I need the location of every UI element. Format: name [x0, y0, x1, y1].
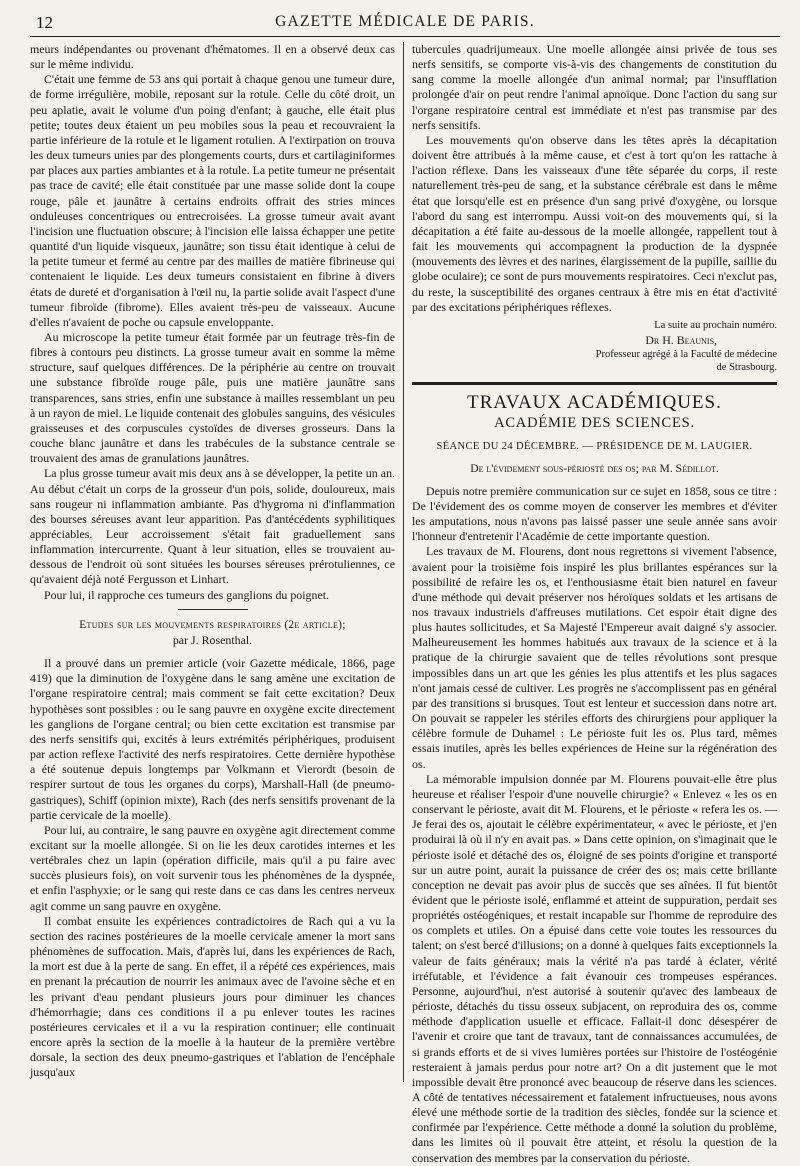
page-number: 12 — [36, 13, 53, 32]
page-header — [30, 10, 780, 37]
paragraph: La plus grosse tumeur avait mis deux ans à se développer, la petite un an. Au début c'était un corps de la grosseur d'un pois, solide, douloureux, mais sans rougeur ni inflammation ambiante. Pas d'hygroma ni d'inflammation des bourses séreuses avant leur apparition. Pas d'antécédents syphilitiques appréciables. Leur accroissement s'était fait graduellement sans inflammation intercurrente. Quant à leur situation, elles se trouvaient au-dessous de l'endroit où sont situées les bourses séreuses prérotuliennes, ce qu'avaient déjà noté Fergusson et Linhart. — [30, 466, 395, 587]
continuation-note: La suite au prochain numéro. — [654, 319, 777, 331]
paragraph: Pour lui, au contraire, le sang pauvre en oxygène agit directement comme excitant sur la moelle allongée. Si on lie les deux carotides internes et les vertébrales chez un lapin (opération difficile, mais qu'il a pu faire avec succès plusieurs fois), on voit survenir tous les phénomènes de la dyspnée, et enfin l'asphyxie; or le sang qui reste dans ce cas dans les centres nerveux agit comme un sang pauvre en oxygène. — [30, 822, 395, 913]
section-byline: par J. Rosenthal. — [172, 632, 253, 647]
paragraph: Depuis notre première communication sur ce sujet en 1858, sous ce titre : De l'évidement des os comme moyen de conserver les membres et d'éviter les amputations, nous n'avons pas laissé passer une seule année sans avoir l'honneur d'entretenir l'Académie de cette importante question. — [412, 483, 777, 544]
author-affiliation: de Strasbourg. — [716, 362, 777, 374]
paragraph: Pour lui, il rapproche ces tumeurs des ganglions du poignet. — [44, 587, 329, 602]
author-title: Professeur agrégé à la Faculté de médecine — [595, 349, 777, 361]
right-column — [412, 42, 777, 1165]
session-heading: SÉANCE DU 24 DÉCEMBRE. — PRÉSIDENCE DE M. LAUGIER. — [436, 441, 753, 453]
paragraph: C'était une femme de 53 ans qui portait à chaque genou une tumeur dure, de forme irrégulière, mobile, reposant sur la rotule. Celle du côté droit, un peu aplatie, avait le volume d'un poing d'enfant; à gauche, elle était plus petite; toutes deux étaient un peu mobiles sous la peau et recouvraient la partie inférieure de la rotule et le ligament rotulien. A l'extirpation on trouva les deux tumeurs unies par des plongements courts, durs et cartilaginiformes par places aux parties ambiantes et à la rotule. La petite tumeur ne présentait pas trace de cavité; elle était constituée par une masse solide dont la coupe rouge, pâle et jaunâtre à certains endroits offrait des stries minces onduleuses concentriques ou entrecroisées. La grosse tumeur avait avant l'incision une fluctuation obscure; à l'incision elle laissa échapper une petite quantité d'un liquide visqueux, jaunâtre; son tissu était identique à celui de la petite tumeur et fermé au centre par des mailles de matière fibrineuse qui contenaient le liquide. Les deux tumeurs consistaient en fibrine à divers états de dureté et d'organisation à l'œil nu, la partie solide avait l'aspect d'une tumeur fibroïde (fibrome). Elles avaient très-peu de vaisseaux. Aucune d'elles n'avaient de poche ou capsule enveloppante. — [30, 72, 395, 329]
section-divider — [412, 382, 777, 385]
paragraph: Il a prouvé dans un premier article (voir Gazette médicale, 1866, page 419) que la diminution de l'oxygène dans le sang amène une excitation de l'organe respiratoire central; mais comment se fait cette excitation? Deux hypothèses sont possibles : ou le sang pauvre en oxygène excite directement les ganglions de l'organe central; ou bien cette excitation est transmise par des nerfs sensitifs qui, excités à leurs extrémités périphériques, produisent par action reflexe l'activité des nerfs respiratoires. Cette dernière hypothèse a été soutenue depuis longtemps par Volkmann et Vierordt (besoin de respirer surtout de tous les organes du corps), Marshall-Hall (de pneumo-gastriques), Schiff (opinion mixte), Rach (des nerfs sensitifs provenant de la partie cervicale de la moelle). — [30, 656, 395, 822]
subsection-heading: ACADÉMIE DES SCIENCES. — [494, 415, 695, 432]
paragraph: meurs indépendantes ou provenant d'hématomes. Il en a observé deux cas sur le même individu. — [30, 42, 395, 72]
paragraph: Il combat ensuite les expériences contradictoires de Rach qui a vu la section des racines postérieures de la moelle cervicale amener la mort sans phénomènes de suffocation. Mais, d'après lui, dans les expériences de Rach, la mort est due à la perte de sang. En effet, il a répété ces expériences, mais en prenant la précaution de nourrir les animaux avec de l'avoine sèche et en les privant d'eau pendant plusieurs jours pour diminuer les chances d'hémorrhagie; dans ces conditions il a pu enlever toutes les racines postérieures cervicales et il a vu la respiration continuer; elle continuait encore après la section de la moelle à la hauteur de la première vertèbre dorsale, la section des deux pneumo-gastriques et l'ablation de l'encéphale jusqu'aux — [30, 913, 395, 1080]
paragraph: tubercules quadrijumeaux. Une moelle allongée ainsi privée de tous ses nerfs sensitifs, se comporte vis-à-vis des changements de constitution du sang comme la moelle allongée d'un animal normal; par l'insufflation prolongée d'air on peut rendre l'animal apnoïque. Donc l'action du sang sur l'organe respiratoire central est immédiate et n'est pas transmise par des nerfs sensitifs. — [412, 42, 777, 132]
paragraph: Au microscope la petite tumeur était formée par un feutrage très-fin de fibres à contours peu distincts. La grosse tumeur avait en somme la même structure, sauf quelques différences. De la périphérie au centre on trouvait une substance fibroïde rouge pâle, puis une matière jaunâtre sans transparences, sans stries, enfin une substance à mailles ressemblant un peu à un rayon de miel. Le liquide contenait des globules sanguins, des vésicules graisseuses et des corpuscules cystoïdes de diverses grosseurs. Dans la couche blanc jaunâtre et dans les trabécules de la substance centrale se trouvaient des amas de granulations jaunâtres. — [30, 329, 395, 466]
author-signature: Dr H. Beaunis, — [645, 332, 717, 347]
section-title: Etudes sur les mouvements respiratoires (2e article); — [79, 618, 346, 631]
paragraph: La mémorable impulsion donnée par M. Flourens pouvait-elle être plus heureuse et réaliser l'espoir d'une nouvelle chirurgie? « Enlevez « les os en conservant le périoste, avait dit M. Flourens, et le périoste « refera les os. — Je ferai des os, ajoutait le célèbre expérimentateur, « avec le périoste, et j'en produirai là où il n'y en avait pas. » Dans cette opinion, on s'imaginait que le périoste isolé et détaché des os, éloigné de ses points d'origine et transporté sur un autre point, aurait la puissance de créer des os; mais cette brillante conception ne devait pas avoir plus de succès que ses aînées. Il fut bientôt évident que le périoste isolé, enflammé et atteint de suppuration, perdait ses propriétés ostéogéniques, et restait incapable sur l'homme de reproduire des os complets et utiles. On a épuisé dans cette voie toutes les ressources du talent; on s'est bercé d'illusions; on a donné à quelques faits exceptionnels la valeur de faits généraux; mais la vérité n'a pas tardé à éclater, vérité irréfutable, et l'évidence a fait évanouir ces trompeuses espérances. Personne, aujourd'hui, n'est autorisé à soutenir qu'avec des lambeaux de périoste, détachés du tissu osseux subjacent, on reproduira des os, comme méthode d'application usuelle et efficace. Fallait-il donc désespérer de l'avenir et croire que tant de travaux, tant de connaissances accumulées, de si grands efforts et de si vives lumières portées sur l'histoire de l'ostéogénie resteraient à jamais perdus pour notre art? On a dit justement que le mot impossible devait être prononcé avec beaucoup de réserve dans les sciences. A côté de tentatives nécessairement et fatalement infructueuses, nous avons élevé une méthode sortie de la tradition des siècles, fondée sur la science et confirmée par l'expérience. Cette méthode a donné la solution du problème, dans les limites où il pouvait être atteint, et résolu la question de la conservation des membres par la conservation du périoste. — [412, 771, 777, 1165]
section-heading: TRAVAUX ACADÉMIQUES. — [467, 392, 722, 414]
column-divider — [403, 42, 404, 1082]
paragraph: Les travaux de M. Flourens, dont nous regrettons si vivement l'absence, avaient pour la troisième fois inspiré les plus brillantes espérances sur la possibilité de refaire les os, et l'enthousiasme était bien naturel en faveur d'une méthode qui devait préserver nos héroïques soldats et les artisans de nos travaux industriels d'affreuses mutilations. Cet espoir était digne des plus hautes sollicitudes, et Sa Majesté l'Empereur avait daigné s'y associer. Malheureusement les hommes habitués aux travaux de la science et à la pratique de la chirurgie savaient que de telles révolutions sont presque impossibles dans un art que les génies les plus attentifs et les plus sagaces n'ont jamais cessé de cultiver. Les progrès ne s'accomplissent pas en général par des transitions si brusques. Tout est lenteur et succession dans notre art. On pouvait se rappeler les stériles efforts des chirurgiens pour appliquer la célèbre formule de Duhamel : Le périoste fuit les os. Plus tard, mêmes essais inutiles, après les belles expériences de Heine sur la régénération des os. — [412, 544, 777, 771]
article-title: De l'évidement sous-périosté des os; par M. Sédillot. — [470, 461, 719, 475]
divider — [178, 609, 248, 610]
paragraph: Les mouvements qu'on observe dans les têtes après la décapitation doivent être attribués à la même cause, et c'est à tort qu'on les rattache à l'action réflexe. Dans les vaisseaux d'une tête séparée du corps, il reste naturellement très-peu de sang, et la substance cérébrale est dans le même état que lorsqu'elle est en présence d'un sang privé d'oxygène, ou lorsque l'abord du sang est interrompu. Aussi voit-on des mouvements qui, si la décapitation a été faite au-dessous de la moelle allongée, rappellent tout à fait les mouvements qui accompagnent la production de la dyspnée (mouvements des lèvres et des narines, élargissement de la pupille, saillie du globe oculaire); ce sont de purs mouvements respiratoires. Ceci n'exclut pas, du reste, la susceptibilité des organes centraux à être mis en état d'activité par des excitations périphériques réflexes. — [412, 132, 777, 314]
running-title: GAZETTE MÉDICALE DE PARIS. — [275, 13, 535, 30]
left-column — [30, 42, 395, 1082]
